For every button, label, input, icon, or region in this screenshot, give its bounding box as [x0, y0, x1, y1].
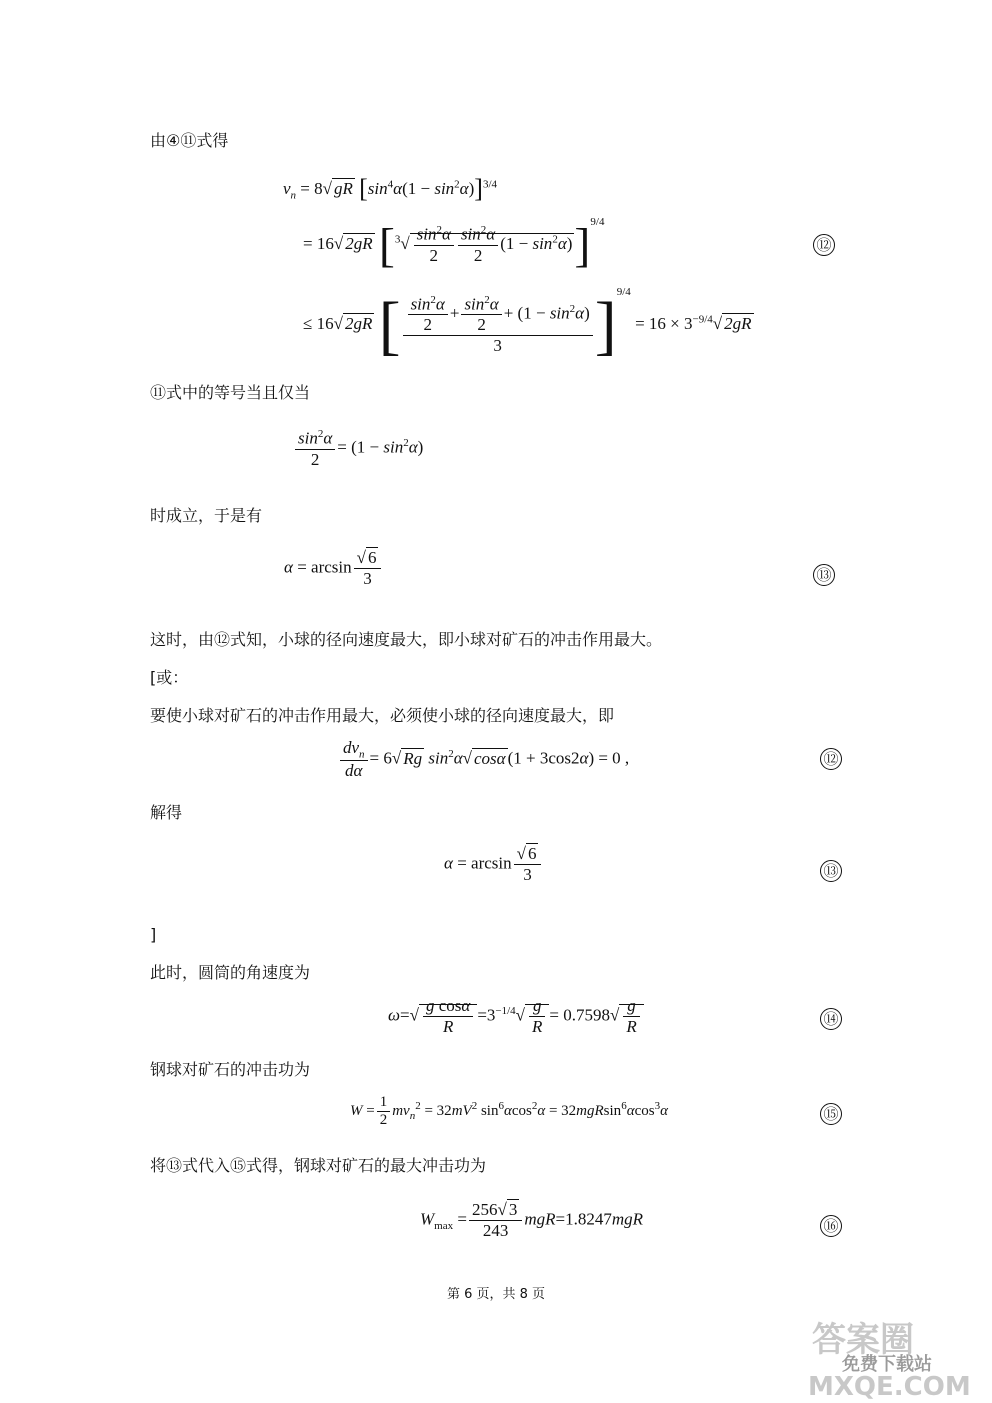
equation-alpha-2: α = arcsin $\frac{√ 6}{3}$ — [444, 844, 543, 885]
equation-number-13b: ⑬ — [820, 860, 842, 882]
watermark-line1: 答案圈 — [812, 1320, 914, 1360]
equation-number-12b: ⑫ — [820, 748, 842, 770]
text-p3: 时成立，于是有 — [150, 506, 263, 525]
text-p10: 钢球对矿石的冲击功为 — [150, 1060, 311, 1079]
text-p2: ⑪式中的等号当且仅当 — [150, 383, 311, 402]
text-p4: 这时，由⑫式知，小球的径向速度最大，即小球对矿石的冲击作用最大。 — [150, 630, 663, 649]
equation-derivative: $\frac{dv_n}{d\alpha}$ = 6√ Rg $\sin^2\alpha√$ cosα (1 + 3cos2α) = 0 , — [338, 738, 629, 781]
equation-number-13: ⑬ — [813, 564, 835, 586]
text-p9: 此时，圆筒的角速度为 — [150, 963, 311, 982]
text-p11: 将⑬式代入⑮式得，钢球对矿石的最大冲击功为 — [150, 1156, 487, 1175]
equation-number-15: ⑮ — [820, 1103, 842, 1125]
text-p5: [或： — [150, 668, 189, 687]
text-p1: 由④⑪式得 — [150, 131, 229, 150]
equation-number-16: ⑯ — [820, 1215, 842, 1237]
equation-number-12: ⑫ — [813, 234, 835, 256]
text-p8: ] — [150, 925, 157, 944]
equation-W: W = $\frac{1}{2}$ $mv_n^2 = 32mV^2$ $\sin^6\alpha\cos^2\alpha = 32mgRsin^6\alpha\cos^3\alpha$ — [350, 1094, 668, 1128]
equation-vn-line2: = 16√ 2gR [$^3$√ $\frac{\sin^2\alpha}{2}$ $\frac{\sin^2\alpha}{2}$ $(1 - \sin^2\alpha)]^{9/4}$ — [303, 216, 605, 272]
equation-vn-line1: $v_n = 8√$ gR $[\sin^4\alpha(1 - \sin^2\alpha)]^{3/4}$ — [283, 174, 498, 203]
equation-Wmax: $W_{max}$ = $\frac{256√ 3}{243}$ mgR=1.8247mgR — [420, 1200, 643, 1240]
watermark-line2: 免费下载站 — [842, 1354, 932, 1375]
equation-alpha: α = arcsin $\frac{√ 6}{3}$ — [284, 548, 383, 589]
equation-vn-line3: ≤ 16√ 2gR [ $\frac{\sin^2\alpha}{2}$ + $\frac{\sin^2\alpha}{2}$ + $(1 - \sin^2\alpha)$ 3 ]$^{9/4} = 16 \times 3^{-9/4}√$ 2gR — [303, 286, 752, 362]
equation-omega: ω=√ $\frac{\text{g cosα}}{R}$ $=3^{-1/4}√$ $\frac{g}{R}$ = 0.7598√ $\frac{g}{R}$ — [388, 996, 644, 1037]
page-footer: 第 6 页，共 8 页 — [446, 1287, 546, 1302]
watermark-line3: MXQE.COM — [808, 1372, 971, 1402]
text-p7: 解得 — [150, 803, 183, 822]
equation-condition: $\frac{\sin^2\alpha}{2}$ = $(1 - \sin^2\alpha)$ — [293, 428, 423, 470]
text-p6: 要使小球对矿石的冲击作用最大，必须使小球的径向速度最大，即 — [150, 706, 615, 725]
equation-number-14: ⑭ — [820, 1008, 842, 1030]
